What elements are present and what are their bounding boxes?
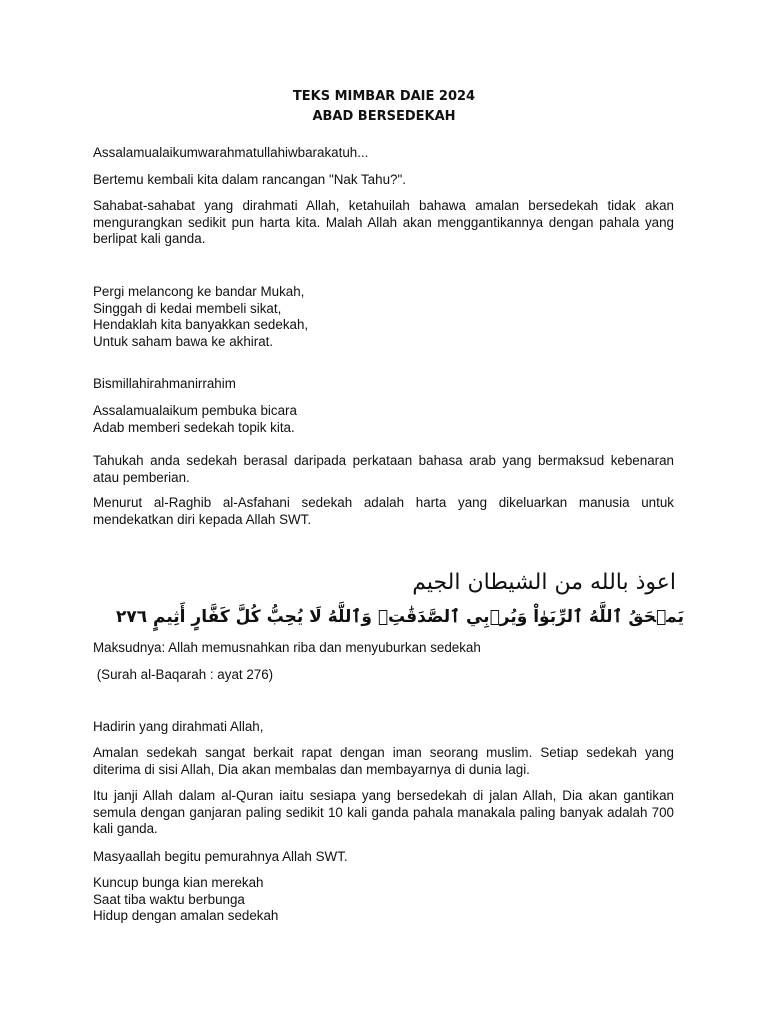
bismillah: Bismillahirahmanirrahim: [93, 376, 236, 391]
arabic-taawwudh: اعوذ بالله من الشيطان الجيم: [412, 570, 676, 595]
audience-address: Hadirin yang dirahmati Allah,: [93, 719, 264, 734]
pantun-line: Pergi melancong ke bandar Mukah,: [93, 284, 305, 299]
document-title: TEKS MIMBAR DAIE 2024: [292, 89, 476, 104]
opening-verse: [93, 403, 674, 436]
pantun-1: [93, 284, 674, 350]
pantun-line: Hidup dengan amalan sedekah: [93, 908, 279, 923]
pantun-2: [93, 875, 674, 925]
body-paragraph-2: Itu janji Allah dalam al-Quran iaitu sesiapa yang bersedekah di jalan Allah, Dia akan gantikan semula dengan ganjaran paling sedikit 10 kali ganda pahala manakala paling banyak adalah 700 kali ganda.: [93, 788, 674, 836]
document-subtitle: ABAD BERSEDEKAH: [312, 109, 456, 124]
pantun-line: Untuk saham bawa ke akhirat.: [93, 333, 274, 349]
verse-line: Assalamualaikum pembuka bicara: [93, 403, 297, 418]
verse-meaning: Maksudnya: Allah memusnahkan riba dan menyuburkan sedekah: [93, 640, 481, 655]
pantun-line: Kuncup bunga kian merekah: [93, 875, 264, 890]
asfahani-definition-paragraph: Menurut al-Raghib al-Asfahani sedekah adalah harta yang dikeluarkan manusia untuk mendekatkan diri kepada Allah SWT.: [93, 495, 674, 527]
pantun-line: Saat tiba waktu berbunga: [93, 891, 245, 907]
greeting: Assalamualaikumwarahmatullahiwbarakatuh...: [93, 145, 369, 160]
intro-paragraph: Bertemu kembali kita dalam rancangan "Nak Tahu?".: [93, 172, 406, 187]
definition-paragraph: Tahukah anda sedekah berasal daripada perkataan bahasa arab yang bermaksud kebenaran atau pemberian.: [93, 453, 674, 485]
body-paragraph-3: Masyaallah begitu pemurahnya Allah SWT.: [93, 849, 348, 864]
body-paragraph-1: Amalan sedekah sangat berkait rapat dengan iman seorang muslim. Setiap sedekah yang diterima di sisi Allah, Dia akan membalas dan membayarnya di dunia lagi.: [93, 745, 674, 777]
pantun-line: Singgah di kedai membeli sikat,: [93, 300, 282, 316]
pantun-line: Hendaklah kita banyakkan sedekah,: [93, 317, 309, 332]
verse-line: Adab memberi sedekah topik kita.: [93, 419, 295, 435]
arabic-verse: يَمۡحَقُ ٱللَّهُ ٱلرِّبَوٰاْ وَيُرۡبِي ٱلصَّدَقَٰتِۗ وَٱللَّهُ لَا يُحِبُّ كُلَّ كَفَّارٍ أَثِيمٍ ٢٧٦: [115, 607, 684, 627]
opening-paragraph: Sahabat-sahabat yang dirahmati Allah, ketahuilah bahawa amalan bersedekah tidak akan mengurangkan sedikit pun harta kita. Malah Allah akan menggantikannya dengan pahala yang berlipat kali ganda.: [93, 198, 674, 246]
verse-citation: (Surah al-Baqarah : ayat 276): [93, 667, 274, 682]
